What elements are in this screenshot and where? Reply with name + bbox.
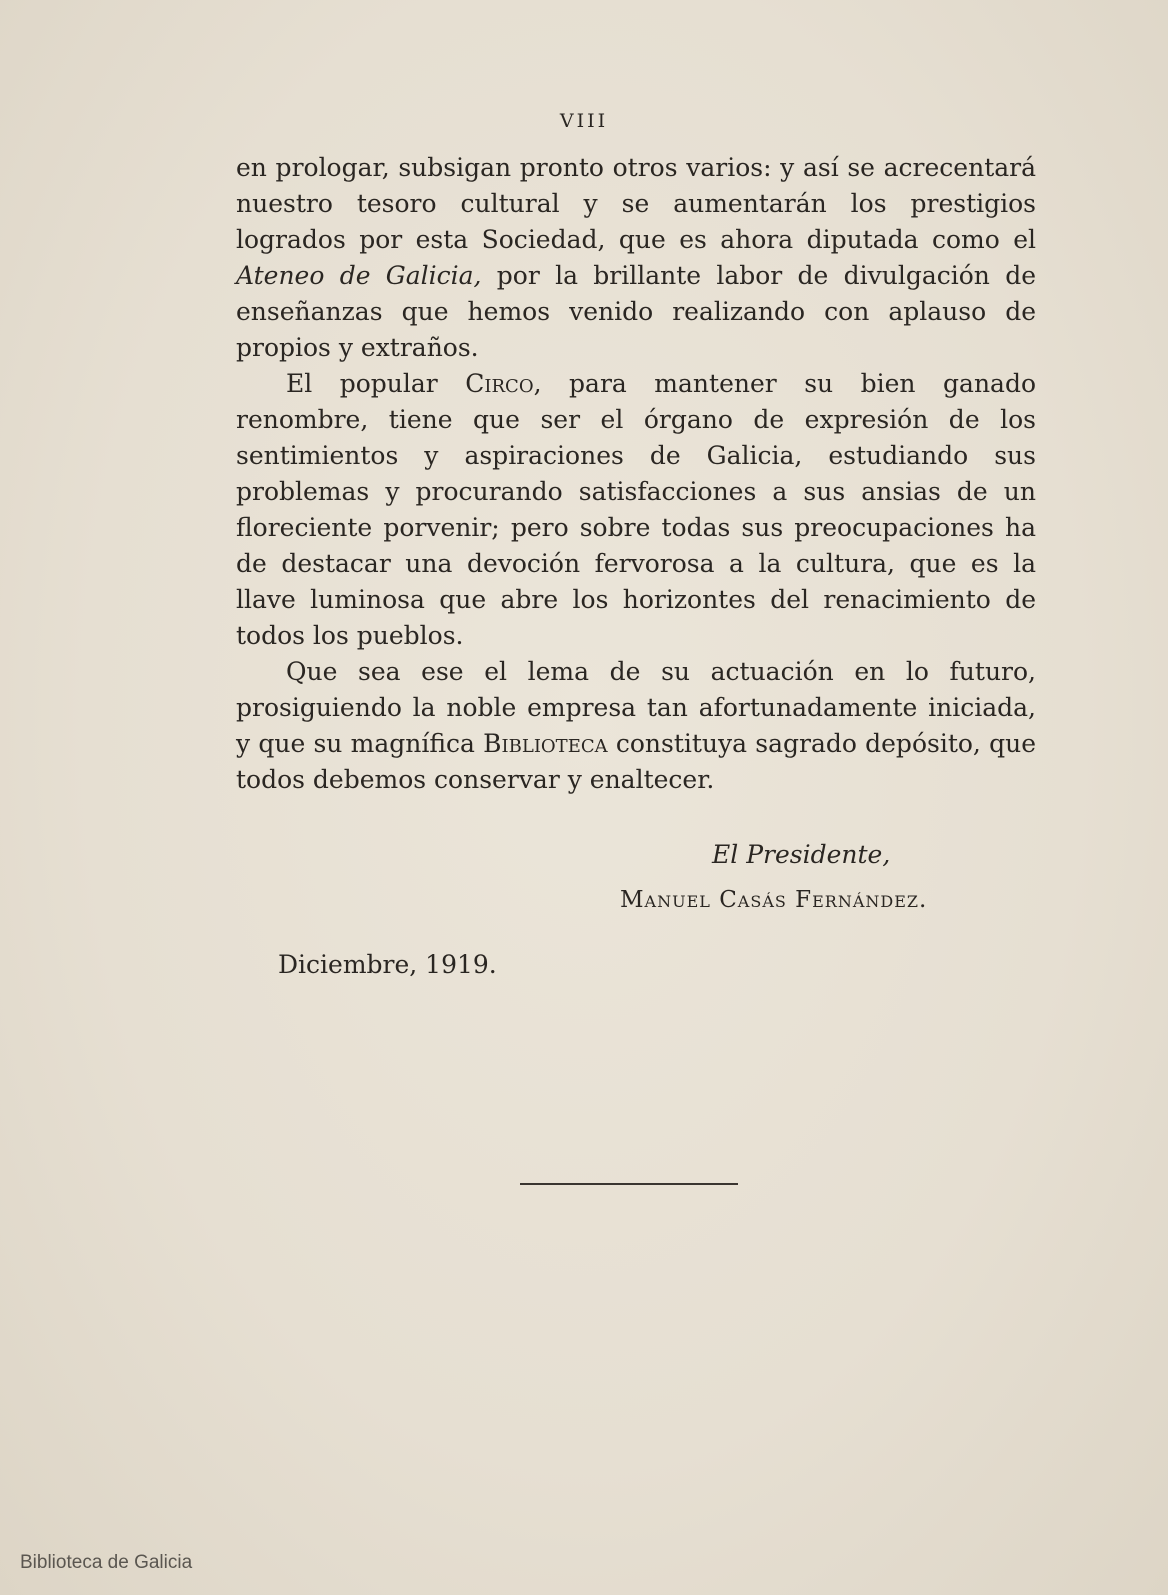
paragraph-3: [236, 654, 1036, 798]
date-line: Diciembre, 1919.: [278, 950, 497, 979]
paragraph-1-end: por la brillante labor de divulgación de enseñanzas que hemos venido realizando con aplauso de propios y extraños.: [236, 261, 1036, 362]
paragraph-2-end: , para mantener su bien ganado renombre, tiene que ser el órgano de expresión de los sentimientos y aspiraciones de Galicia, estudiando sus problemas y procurando satisfacciones a sus ansias de un floreciente porvenir; pero sobre todas sus preocupaciones ha de destacar una devoción fervorosa a la cultura, que es la llave luminosa que abre los horizontes del renacimiento de todos los pueblos.: [236, 369, 1037, 650]
signature-title: El Presidente,: [712, 840, 891, 869]
paragraph-3-smallcaps: Biblioteca: [483, 729, 608, 758]
paragraph-2-start: El popular: [286, 369, 466, 398]
paragraph-2-smallcaps: Circo: [465, 369, 534, 398]
page-number: VIII: [559, 110, 609, 132]
paragraph-3-start: Que sea ese el lema de su actuación en lo futuro, prosiguiendo la noble empresa tan afortunadamente iniciada, y que su magnífica: [236, 657, 1036, 758]
signature-name: Manuel Casás Fernández.: [620, 887, 928, 913]
paragraph-2: [236, 366, 1036, 654]
paragraph-3-end: constituya sagrado depósito, que todos debemos conservar y enaltecer.: [236, 729, 1036, 794]
paragraph-1: [236, 150, 1036, 366]
end-rule: [520, 1183, 738, 1185]
library-watermark: Biblioteca de Galicia: [20, 1552, 193, 1573]
paragraph-1-text: en prologar, subsigan pronto otros varios: y así se acrecentará nuestro tesoro cultural y se aumentarán los prestigios logrados por esta Sociedad, que es ahora diputada como el: [236, 153, 1036, 254]
paragraph-1-italic: Ateneo de Galicia,: [236, 261, 482, 290]
body-text: [236, 150, 1036, 798]
